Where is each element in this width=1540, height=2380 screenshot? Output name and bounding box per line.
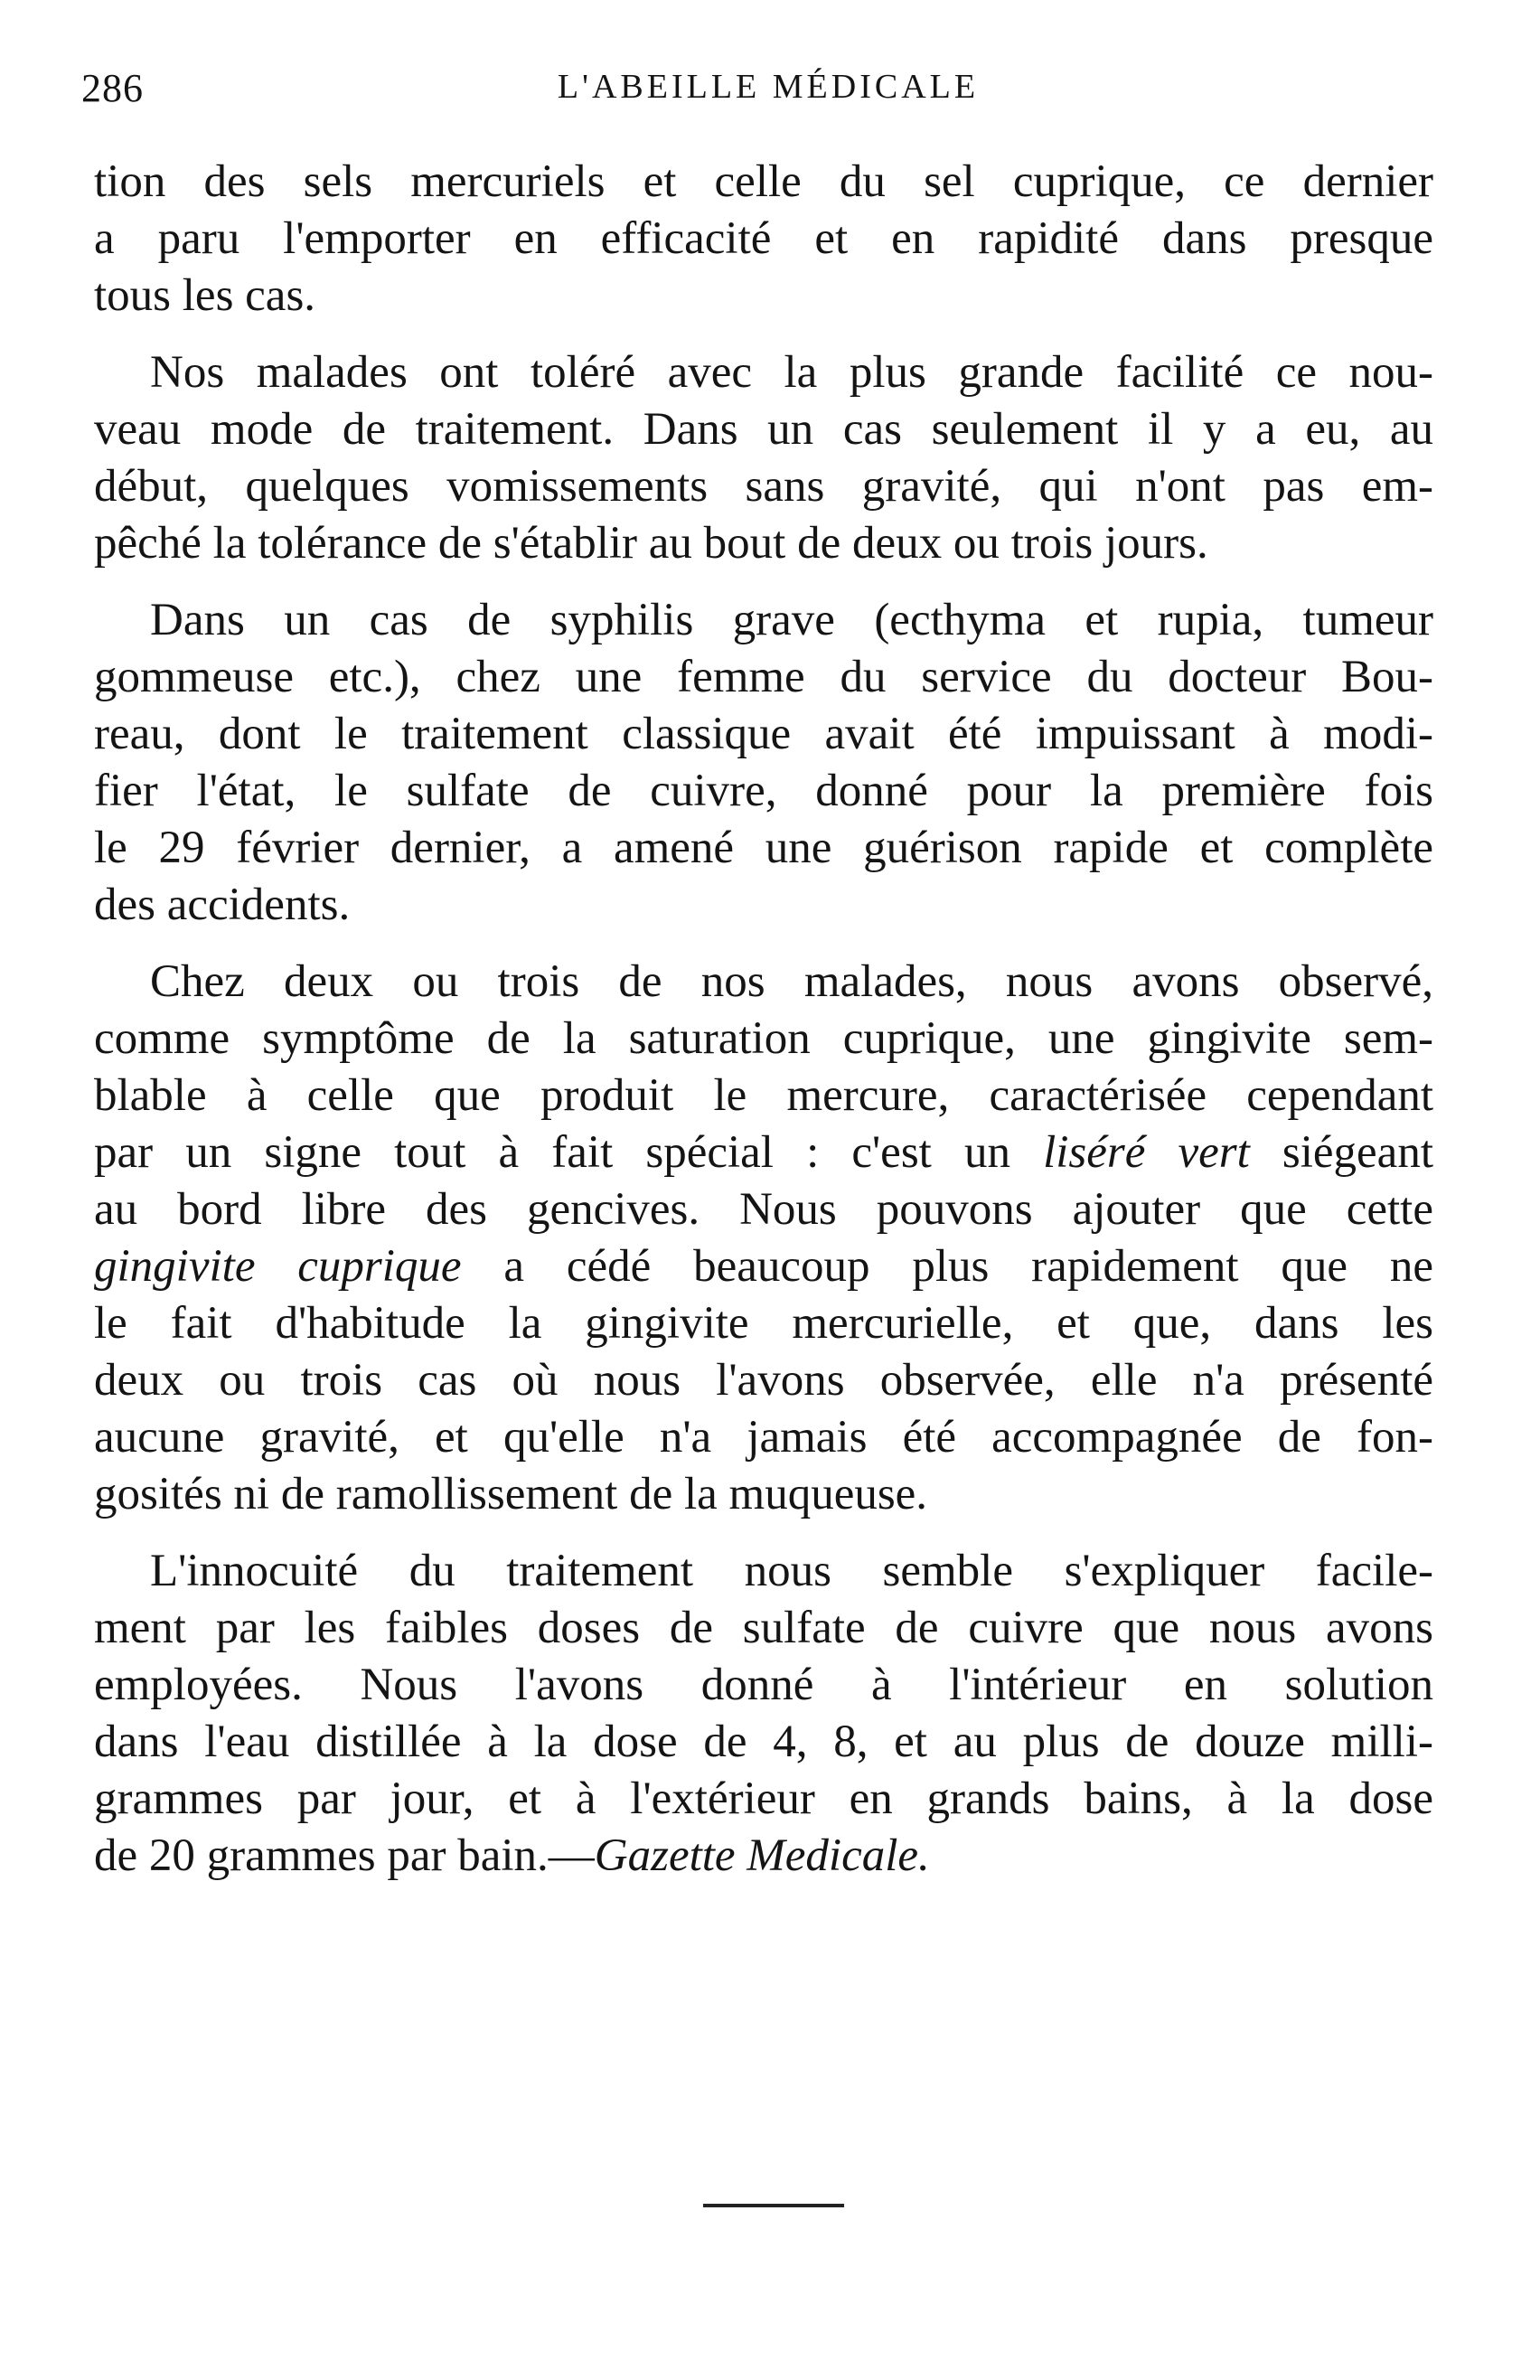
- text-line: fier l'état, le sulfate de cuivre, donné pour la première fois: [94, 766, 1433, 816]
- paragraph-5: [94, 1543, 1433, 1885]
- closing-rule: [703, 2204, 844, 2207]
- text-line: tous les cas.: [94, 270, 316, 321]
- text-line: employées. Nous l'avons donné à l'intérieur en solution: [94, 1660, 1433, 1710]
- running-head: [63, 56, 1473, 119]
- text-line: reau, dont le traitement classique avait été impuissant à modi-: [94, 709, 1433, 759]
- text-line: des accidents.: [94, 880, 351, 930]
- text-line: veau mode de traitement. Dans un cas seulement il y a eu, au: [94, 404, 1433, 455]
- text-line: début, quelques vomissements sans gravité, qui n'ont pas em-: [94, 461, 1433, 512]
- text-line: Chez deux ou trois de nos malades, nous avons observé,: [150, 956, 1433, 1007]
- page-number: 286: [81, 66, 144, 110]
- text-line: le fait d'habitude la gingivite mercurielle, et que, dans les: [94, 1298, 1433, 1349]
- text-line: gosités ni de ramollissement de la muqueuse.: [94, 1469, 928, 1519]
- text-line: le 29 février dernier, a amené une guérison rapide et complète: [94, 823, 1433, 873]
- text-line: gingivite cuprique a cédé beaucoup plus rapidement que ne: [94, 1241, 1433, 1292]
- text-line: ment par les faibles doses de sulfate de cuivre que nous avons: [94, 1603, 1433, 1653]
- paragraph-2: [94, 344, 1433, 572]
- text-line: blable à celle que produit le mercure, caractérisée cependant: [94, 1070, 1433, 1121]
- text-line: L'innocuité du traitement nous semble s'expliquer facile-: [150, 1546, 1433, 1596]
- text-line: comme symptôme de la saturation cuprique, une gingivite sem-: [94, 1013, 1433, 1064]
- body-text: [94, 154, 1433, 1905]
- text-line: tion des sels mercuriels et celle du sel cuprique, ce dernier: [94, 156, 1433, 207]
- text-line: a paru l'emporter en efficacité et en rapidité dans presque: [94, 213, 1433, 264]
- paragraph-1: [94, 154, 1433, 325]
- text-line: deux ou trois cas où nous l'avons observée, elle n'a présenté: [94, 1355, 1433, 1406]
- paragraph-4: [94, 954, 1433, 1523]
- text-line: pêché la tolérance de s'établir au bout de deux ou trois jours.: [94, 518, 1208, 569]
- italic-phrase: Gazette Medicale.: [594, 1830, 930, 1881]
- text-line: gommeuse etc.), chez une femme du service du docteur Bou-: [94, 652, 1433, 702]
- paragraph-3: [94, 592, 1433, 934]
- text-line: par un signe tout à fait spécial : c'est un liséré vert siégeant: [94, 1127, 1433, 1178]
- text-line: au bord libre des gencives. Nous pouvons ajouter que cette: [94, 1184, 1433, 1235]
- text-line: aucune gravité, et qu'elle n'a jamais été accompagnée de fon-: [94, 1412, 1433, 1463]
- italic-phrase: liséré vert: [1043, 1127, 1250, 1178]
- text-line: grammes par jour, et à l'extérieur en grands bains, à la dose: [94, 1773, 1433, 1824]
- text-line: Nos malades ont toléré avec la plus grande facilité ce nou-: [150, 347, 1433, 398]
- italic-phrase: gingivite cuprique: [94, 1241, 462, 1292]
- journal-title: L'ABEILLE MÉDICALE: [557, 68, 980, 106]
- text-line: de 20 grammes par bain.—Gazette Medicale.: [94, 1830, 930, 1881]
- text-line: Dans un cas de syphilis grave (ecthyma et rupia, tumeur: [150, 595, 1433, 645]
- text-line: dans l'eau distillée à la dose de 4, 8, et au plus de douze milli-: [94, 1717, 1433, 1767]
